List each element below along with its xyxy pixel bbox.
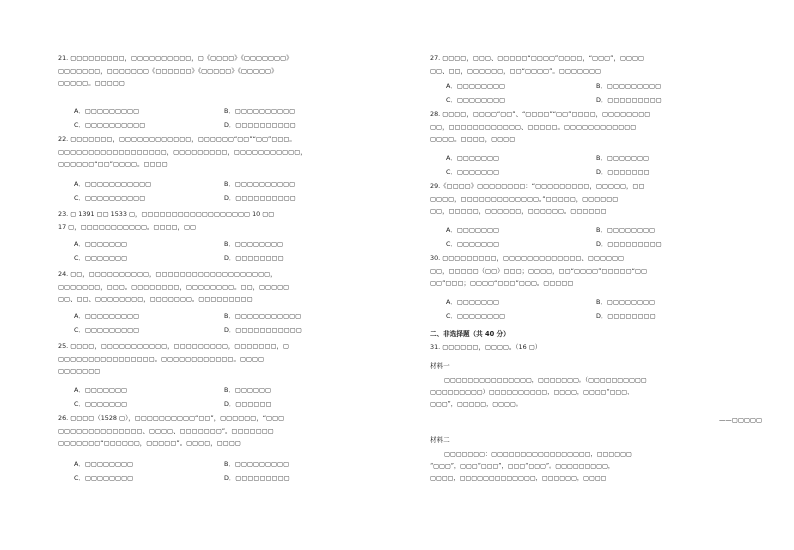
option-b[interactable]: B．▢▢▢▢▢▢▢▢▢ bbox=[596, 82, 662, 90]
question-text: 29.《▢▢▢▢》▢▢▢▢▢▢▢▢：“▢▢▢▢▢▢▢▢▢，▢▢▢▢▢，▢▢ bbox=[430, 182, 645, 190]
option-c[interactable]: C．▢▢▢▢▢▢▢▢▢▢ bbox=[74, 194, 146, 202]
material-1-label: 材料一 bbox=[430, 362, 450, 370]
material-1-source: ——▢▢▢▢▢ bbox=[719, 416, 762, 424]
option-c[interactable]: C．▢▢▢▢▢▢▢ bbox=[74, 254, 128, 262]
option-b[interactable]: B．▢▢▢▢▢▢▢▢ bbox=[596, 298, 656, 306]
question-text: 28. ▢▢▢▢，▢▢▢▢“▢▢”、“▢▢▢▢”“▢▢”▢▢▢▢，▢▢▢▢▢▢▢▢ bbox=[430, 110, 651, 118]
question-text: 22. ▢▢▢▢▢▢▢，▢▢▢▢▢▢▢▢▢▢▢▢，▢▢▢▢▢▢“▢▢”“▢▢”▢▢▢。 bbox=[58, 135, 296, 143]
option-a[interactable]: A．▢▢▢▢▢▢▢ bbox=[446, 154, 500, 162]
question-27 bbox=[430, 52, 766, 77]
question-23 bbox=[58, 208, 396, 233]
option-b[interactable]: B．▢▢▢▢▢▢▢▢ bbox=[224, 240, 284, 248]
question-text: ▢▢▢▢▢。▢▢▢▢▢ bbox=[58, 79, 125, 87]
question-text: 27. ▢▢▢▢，▢▢▢、▢▢▢▢▢“▢▢▢▢”▢▢▢▢，“▢▢▢”，▢▢▢▢ bbox=[430, 54, 645, 62]
option-a[interactable]: A．▢▢▢▢▢▢▢▢▢▢▢ bbox=[74, 180, 152, 188]
question-text: ▢▢、▢▢，▢▢▢▢▢▢，▢▢“▢▢▢▢”。▢▢▢▢▢▢▢ bbox=[430, 66, 602, 75]
option-a[interactable]: A．▢▢▢▢▢▢▢▢▢ bbox=[74, 312, 140, 320]
right-column bbox=[430, 0, 766, 550]
option-c[interactable]: C．▢▢▢▢▢▢▢▢▢▢ bbox=[74, 121, 146, 129]
question-text: 21. ▢▢▢▢▢▢▢▢▢，▢▢▢▢▢▢▢▢▢▢，▢《▢▢▢▢》《▢▢▢▢▢▢▢》 bbox=[58, 54, 293, 62]
material-line: ▢▢▢▢，▢▢▢▢▢▢▢▢▢▢▢▢▢，▢▢▢▢▢▢，▢▢▢▢ bbox=[430, 475, 607, 482]
option-c[interactable]: C．▢▢▢▢▢▢▢ bbox=[74, 400, 128, 408]
option-c[interactable]: C．▢▢▢▢▢▢▢ bbox=[446, 168, 500, 176]
material-line: ▢▢▢▢▢▢▢：▢▢▢▢▢▢▢▢▢▢▢▢▢▢▢▢▢，▢▢▢▢▢▢ bbox=[444, 451, 632, 458]
option-a[interactable]: A．▢▢▢▢▢▢▢ bbox=[74, 240, 128, 248]
option-d[interactable]: D．▢▢▢▢▢▢▢▢▢▢ bbox=[224, 121, 296, 129]
question-text: 23. ▢ 1391 ▢▢ 1533 ▢，▢▢▢▢▢▢▢▢▢▢▢▢▢▢▢▢▢▢ 10 ▢▢ bbox=[58, 210, 275, 218]
question-text: ▢▢▢▢，▢▢▢▢▢▢▢▢▢▢▢▢▢。”▢▢▢▢▢，▢▢▢▢▢▢ bbox=[430, 194, 619, 203]
question-22 bbox=[58, 133, 396, 171]
question-26 bbox=[58, 412, 396, 450]
option-d[interactable]: D．▢▢▢▢▢▢▢▢▢ bbox=[596, 96, 662, 104]
option-d[interactable]: D．▢▢▢▢▢▢ bbox=[224, 400, 272, 408]
option-b[interactable]: B．▢▢▢▢▢▢▢▢▢▢▢ bbox=[224, 312, 302, 320]
option-d[interactable]: D．▢▢▢▢▢▢▢▢▢ bbox=[224, 474, 290, 482]
option-d[interactable]: D．▢▢▢▢▢▢▢▢ bbox=[224, 254, 284, 262]
question-text: ▢▢▢▢▢▢▢▢▢▢▢▢▢▢▢▢▢▢，▢▢▢▢▢▢▢▢▢，▢▢▢▢▢▢▢▢▢▢▢， bbox=[58, 147, 307, 156]
material-line: ▢▢▢▢▢▢▢▢▢）▢▢▢▢▢▢▢▢▢▢，▢▢▢▢，▢▢▢▢“▢▢▢、 bbox=[430, 389, 634, 396]
question-text: ▢▢▢▢▢▢▢“▢▢▢▢▢▢，▢▢▢▢▢”。▢▢▢▢，▢▢▢▢ bbox=[58, 439, 241, 447]
question-text: ▢▢▢▢▢▢▢ bbox=[58, 367, 101, 375]
question-text: 26. ▢▢▢▢（1528 ▢），▢▢▢▢▢▢▢▢▢▢“▢▢”，▢▢▢▢▢▢，“▢▢▢ bbox=[58, 414, 285, 422]
option-c[interactable]: C．▢▢▢▢▢▢▢▢▢ bbox=[74, 326, 140, 334]
question-31 bbox=[430, 341, 766, 354]
question-text: 17 ▢，▢▢▢▢▢▢▢▢▢▢▢。▢▢▢▢，▢▢ bbox=[58, 222, 197, 231]
section-heading: 二、非选择题（共 40 分） bbox=[430, 330, 510, 338]
option-c[interactable]: C．▢▢▢▢▢▢▢▢ bbox=[74, 474, 134, 482]
option-b[interactable]: B．▢▢▢▢▢▢ bbox=[224, 386, 272, 394]
question-29 bbox=[430, 180, 766, 218]
question-text: ▢▢▢▢▢▢▢▢▢▢▢▢▢▢、▢▢▢▢、▢▢▢▢▢▢▢”。▢▢▢▢▢▢▢ bbox=[58, 426, 274, 435]
question-text: ▢▢▢▢▢▢▢，▢▢▢▢▢▢▢《▢▢▢▢▢▢》《▢▢▢▢▢》《▢▢▢▢▢》 bbox=[58, 66, 278, 75]
question-text: ▢▢▢▢。▢▢▢▢，▢▢▢▢ bbox=[430, 135, 516, 143]
option-d[interactable]: D．▢▢▢▢▢▢▢▢ bbox=[596, 312, 656, 320]
left-column bbox=[58, 0, 396, 550]
option-c[interactable]: C．▢▢▢▢▢▢▢ bbox=[446, 240, 500, 248]
option-a[interactable]: A．▢▢▢▢▢▢▢ bbox=[446, 298, 500, 306]
option-b[interactable]: B．▢▢▢▢▢▢▢▢▢▢ bbox=[224, 180, 296, 188]
question-text: 31. ▢▢▢▢▢▢，▢▢▢▢。（16 ▢） bbox=[430, 343, 542, 351]
material-2-label: 材料二 bbox=[430, 436, 450, 444]
material-line: “▢▢▢”，▢▢▢“▢▢▢”，▢▢▢“▢▢▢”。▢▢▢▢▢▢▢▢▢， bbox=[430, 463, 615, 470]
option-d[interactable]: D．▢▢▢▢▢▢▢▢▢ bbox=[596, 240, 662, 248]
question-30 bbox=[430, 252, 766, 290]
question-21 bbox=[58, 52, 396, 90]
option-d[interactable]: D．▢▢▢▢▢▢▢▢▢▢▢ bbox=[224, 326, 302, 334]
option-b[interactable]: B．▢▢▢▢▢▢▢▢ bbox=[596, 226, 656, 234]
question-text: ▢▢▢▢▢▢▢▢▢▢▢▢▢▢▢▢。▢▢▢▢▢▢▢▢▢▢▢▢。▢▢▢▢ bbox=[58, 354, 264, 363]
option-c[interactable]: C．▢▢▢▢▢▢▢▢ bbox=[446, 96, 506, 104]
option-d[interactable]: D．▢▢▢▢▢▢▢ bbox=[596, 168, 650, 176]
question-text: ▢▢，▢▢▢▢▢（▢▢）▢▢▢；▢▢▢▢，▢▢“▢▢▢▢”▢▢▢▢▢“▢▢ bbox=[430, 266, 647, 275]
option-a[interactable]: A．▢▢▢▢▢▢▢▢ bbox=[446, 82, 506, 90]
option-a[interactable]: A．▢▢▢▢▢▢▢▢ bbox=[74, 460, 134, 468]
question-text: ▢▢，▢▢▢▢▢▢▢▢▢▢▢▢、▢▢▢▢▢。▢▢▢▢▢▢▢▢▢▢▢▢ bbox=[430, 122, 637, 131]
material-line: ▢▢▢▢▢▢▢▢▢▢▢▢▢▢▢，▢▢▢▢▢▢▢。（▢▢▢▢▢▢▢▢▢▢ bbox=[444, 377, 647, 384]
option-b[interactable]: B．▢▢▢▢▢▢▢ bbox=[596, 154, 650, 162]
option-d[interactable]: D．▢▢▢▢▢▢▢▢▢▢ bbox=[224, 194, 296, 202]
question-text: 25. ▢▢▢▢，▢▢▢▢▢▢▢▢▢▢▢，▢▢▢▢▢▢▢▢▢，▢▢▢▢▢▢▢，▢ bbox=[58, 342, 289, 350]
option-a[interactable]: A．▢▢▢▢▢▢▢▢▢ bbox=[74, 107, 140, 115]
question-text: ▢▢▢▢▢▢“▢▢”▢▢▢▢。▢▢▢▢ bbox=[58, 160, 168, 168]
question-text: ▢▢、▢▢、▢▢▢▢▢▢▢▢，▢▢▢▢▢▢▢。▢▢▢▢▢▢▢▢▢ bbox=[58, 295, 253, 303]
material-2-text bbox=[430, 449, 766, 485]
option-a[interactable]: A．▢▢▢▢▢▢▢ bbox=[446, 226, 500, 234]
question-text: 30. ▢▢▢▢▢▢▢▢▢，▢▢▢▢▢▢▢▢▢▢▢▢▢、▢▢▢▢▢▢ bbox=[430, 254, 625, 262]
question-text: ▢▢，▢▢▢▢▢，▢▢▢▢▢▢，▢▢▢▢▢▢。▢▢▢▢▢▢ bbox=[430, 207, 607, 215]
option-a[interactable]: A．▢▢▢▢▢▢▢ bbox=[74, 386, 128, 394]
question-text: ▢▢▢▢▢▢▢，▢▢▢。▢▢▢▢▢▢▢▢，▢▢▢▢▢▢▢▢。▢▢，▢▢▢▢▢ bbox=[58, 282, 290, 291]
question-25 bbox=[58, 340, 396, 378]
question-28 bbox=[430, 108, 766, 146]
material-1-text bbox=[430, 375, 766, 411]
option-b[interactable]: B．▢▢▢▢▢▢▢▢▢▢ bbox=[224, 107, 296, 115]
material-line: ▢▢▢”，▢▢▢▢▢，▢▢▢▢。 bbox=[430, 401, 522, 408]
option-c[interactable]: C．▢▢▢▢▢▢▢▢ bbox=[446, 312, 506, 320]
option-b[interactable]: B．▢▢▢▢▢▢▢▢▢ bbox=[224, 460, 290, 468]
question-text: ▢▢”▢▢▢；▢▢▢▢“▢▢▢”▢▢▢。▢▢▢▢▢ bbox=[430, 279, 574, 287]
question-24 bbox=[58, 268, 396, 306]
question-text: 24. ▢▢，▢▢▢▢▢▢▢▢▢▢，▢▢▢▢▢▢▢▢▢▢▢▢▢▢▢▢▢▢▢， bbox=[58, 270, 277, 278]
